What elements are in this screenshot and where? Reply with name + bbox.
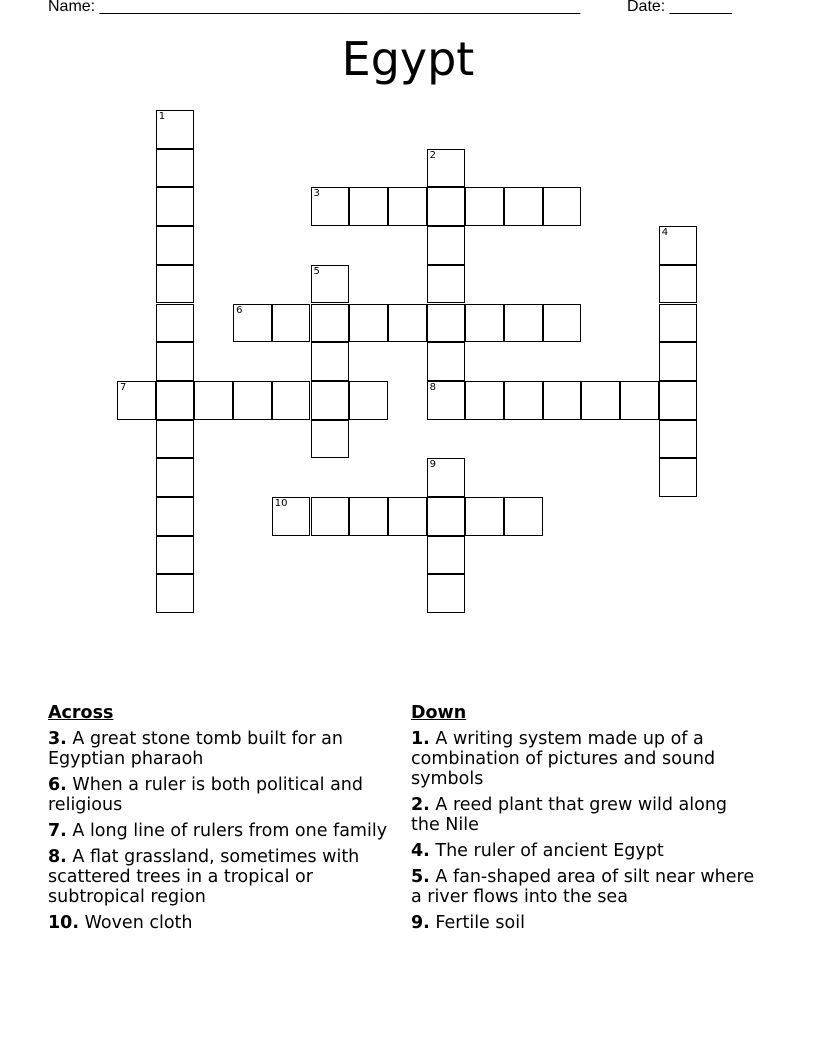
grid-cell[interactable]: [659, 420, 698, 459]
clue-text: The ruler of ancient Egypt: [435, 841, 664, 861]
grid-cell[interactable]: [311, 342, 350, 381]
grid-cell[interactable]: [156, 420, 195, 459]
grid-cell[interactable]: [465, 304, 504, 343]
grid-cell[interactable]: [156, 574, 195, 613]
clue-text: Woven cloth: [84, 913, 193, 933]
grid-cell[interactable]: [156, 226, 195, 265]
clue-number-label: 5: [313, 265, 320, 277]
grid-cell[interactable]: [427, 304, 466, 343]
grid-cell[interactable]: [156, 110, 195, 149]
grid-cell[interactable]: [117, 381, 156, 420]
grid-cell[interactable]: [272, 381, 311, 420]
grid-cell[interactable]: [427, 226, 466, 265]
grid-cell[interactable]: [156, 149, 195, 188]
grid-cell[interactable]: [233, 304, 272, 343]
grid-cell[interactable]: [349, 304, 388, 343]
clue-down-9: [411, 913, 761, 933]
grid-cell[interactable]: [620, 381, 659, 420]
grid-cell[interactable]: [427, 458, 466, 497]
grid-cell[interactable]: [272, 304, 311, 343]
grid-cell[interactable]: [311, 381, 350, 420]
name-field[interactable]: Name: ______________________________________________________: [48, 0, 581, 15]
clue-across-10: [48, 913, 388, 933]
grid-cell[interactable]: [311, 304, 350, 343]
grid-cell[interactable]: [659, 342, 698, 381]
grid-cell[interactable]: [156, 265, 195, 304]
down-clues: [411, 703, 761, 939]
grid-cell[interactable]: [194, 381, 233, 420]
grid-cell[interactable]: [659, 304, 698, 343]
clue-number: 7.: [48, 821, 67, 841]
clue-number: 3.: [48, 729, 67, 749]
clue-number-label: 2: [429, 149, 436, 161]
grid-cell[interactable]: [349, 381, 388, 420]
clue-number: 9.: [411, 913, 430, 933]
date-field[interactable]: Date: _______: [627, 0, 732, 15]
clue-text: A reed plant that grew wild along the Nile: [411, 795, 728, 835]
clue-down-1: [411, 729, 761, 789]
grid-cell[interactable]: [156, 187, 195, 226]
grid-cell[interactable]: [659, 226, 698, 265]
grid-cell[interactable]: [427, 574, 466, 613]
clue-text: Fertile soil: [435, 913, 525, 933]
grid-cell[interactable]: [156, 497, 195, 536]
clue-across-3: [48, 729, 388, 769]
clue-text: A flat grassland, sometimes with scattered trees in a tropical or subtropical region: [48, 847, 360, 907]
clue-text: A great stone tomb built for an Egyptian pharaoh: [48, 729, 343, 769]
clue-number-label: 6: [236, 304, 243, 316]
clue-number-label: 8: [429, 381, 436, 393]
grid-cell[interactable]: [659, 381, 698, 420]
grid-cell[interactable]: [311, 187, 350, 226]
clue-number: 10.: [48, 913, 80, 933]
grid-cell[interactable]: [427, 536, 466, 575]
grid-cell[interactable]: [156, 536, 195, 575]
grid-cell[interactable]: [156, 304, 195, 343]
grid-cell[interactable]: [581, 381, 620, 420]
grid-cell[interactable]: [504, 497, 543, 536]
clue-number: 6.: [48, 775, 67, 795]
grid-cell[interactable]: [504, 187, 543, 226]
clue-text: A writing system made up of a combination of pictures and sound symbols: [411, 729, 716, 789]
grid-cell[interactable]: [465, 381, 504, 420]
grid-cell[interactable]: [543, 187, 582, 226]
clue-across-7: [48, 821, 388, 841]
grid-cell[interactable]: [504, 381, 543, 420]
grid-cell[interactable]: [272, 497, 311, 536]
grid-cell[interactable]: [388, 187, 427, 226]
grid-cell[interactable]: [233, 381, 272, 420]
across-heading: Across: [48, 703, 114, 723]
grid-cell[interactable]: [427, 149, 466, 188]
grid-cell[interactable]: [504, 304, 543, 343]
clue-number-label: 10: [274, 498, 288, 509]
grid-cell[interactable]: [659, 265, 698, 304]
clue-number: 4.: [411, 841, 430, 861]
grid-cell[interactable]: [427, 187, 466, 226]
clue-down-4: [411, 841, 761, 861]
clue-text: A long line of rulers from one family: [72, 821, 388, 841]
grid-cell[interactable]: [543, 381, 582, 420]
clue-across-8: [48, 847, 388, 907]
grid-cell[interactable]: [311, 265, 350, 304]
grid-cell[interactable]: [349, 187, 388, 226]
grid-cell[interactable]: [349, 497, 388, 536]
clue-down-2: [411, 795, 761, 835]
grid-cell[interactable]: [156, 342, 195, 381]
clue-text: A fan-shaped area of silt near where a river flows into the sea: [411, 867, 755, 907]
grid-cell[interactable]: [156, 381, 195, 420]
clue-number-label: 9: [429, 459, 436, 471]
grid-cell[interactable]: [388, 304, 427, 343]
grid-cell[interactable]: [156, 458, 195, 497]
clue-number-label: 3: [313, 188, 320, 200]
clue-across-6: [48, 775, 388, 815]
grid-cell[interactable]: [465, 497, 504, 536]
grid-cell[interactable]: [465, 187, 504, 226]
clue-number-label: 7: [120, 381, 127, 393]
clue-text: When a ruler is both political and religious: [48, 775, 364, 815]
clue-down-5: [411, 867, 761, 907]
clue-number-label: 1: [158, 111, 166, 122]
grid-cell[interactable]: [311, 497, 350, 536]
grid-cell[interactable]: [659, 458, 698, 497]
clue-number: 2.: [411, 795, 430, 815]
clue-number: 8.: [48, 847, 67, 867]
grid-cell[interactable]: [388, 497, 427, 536]
grid-cell[interactable]: [427, 497, 466, 536]
clue-number: 5.: [411, 867, 430, 887]
grid-cell[interactable]: [427, 342, 466, 381]
across-clues: [48, 703, 388, 939]
clue-number-label: 4: [661, 227, 669, 239]
grid-cell[interactable]: [543, 304, 582, 343]
puzzle-title: Egypt: [341, 32, 475, 86]
down-heading: Down: [411, 703, 467, 723]
grid-cell[interactable]: [311, 420, 350, 459]
grid-cell[interactable]: [427, 381, 466, 420]
clue-number: 1.: [411, 729, 430, 749]
grid-cell[interactable]: [427, 265, 466, 304]
